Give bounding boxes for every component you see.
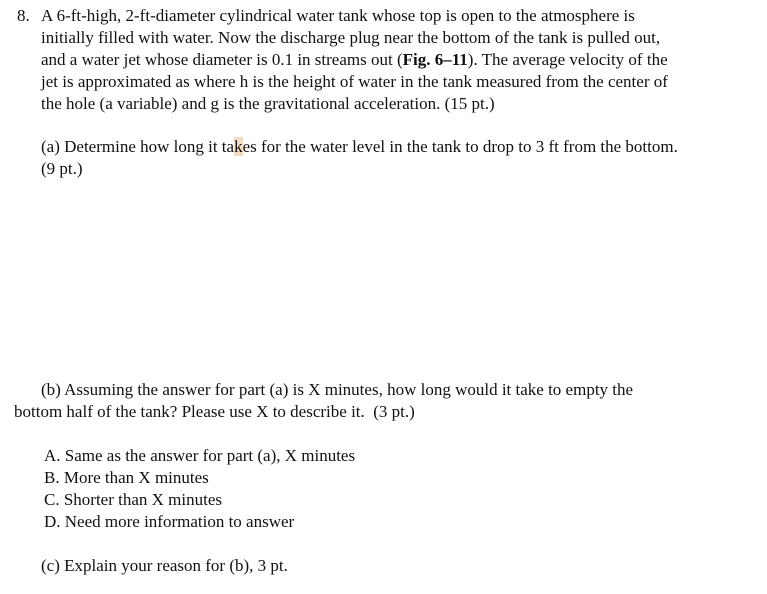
- question-line-3: [41, 49, 668, 71]
- question-line-1: A 6-ft-high, 2-ft-diameter cylindrical water tank whose top is open to the atmosphere is: [41, 6, 635, 25]
- highlighted-letter: k: [234, 137, 243, 156]
- question-line-3-text: and a water jet whose diameter is 0.1 in streams out (: [41, 50, 403, 69]
- part-b-line-2: bottom half of the tank? Please use X to describe it. (3 pt.): [14, 402, 415, 421]
- question-number: 8.: [17, 6, 30, 25]
- question-line-5: the hole (a variable) and g is the gravitational acceleration. (15 pt.): [41, 94, 495, 113]
- part-a-text-end: es for the water level in the tank to drop to 3 ft from the bottom.: [242, 137, 678, 156]
- part-a-line-2: (9 pt.): [41, 159, 83, 178]
- option-d: D. Need more information to answer: [44, 512, 295, 531]
- option-a: A. Same as the answer for part (a), X minutes: [44, 446, 356, 465]
- option-c: C. Shorter than X minutes: [44, 490, 223, 509]
- question-line-3-tail: ). The average velocity of the: [467, 50, 668, 69]
- part-a-text-start: (a) Determine how long it ta: [41, 137, 235, 156]
- option-b: B. More than X minutes: [44, 468, 209, 487]
- part-a-line-1: [41, 136, 678, 158]
- question-line-2: initially filled with water. Now the discharge plug near the bottom of the tank is pulled out,: [41, 28, 661, 47]
- part-c-line: (c) Explain your reason for (b), 3 pt.: [41, 556, 288, 575]
- question-line-4: jet is approximated as where h is the height of water in the tank measured from the center of: [41, 72, 668, 91]
- part-b-line-1: (b) Assuming the answer for part (a) is X minutes, how long would it take to empty the: [41, 380, 634, 399]
- figure-reference: Fig. 6–11: [402, 50, 468, 69]
